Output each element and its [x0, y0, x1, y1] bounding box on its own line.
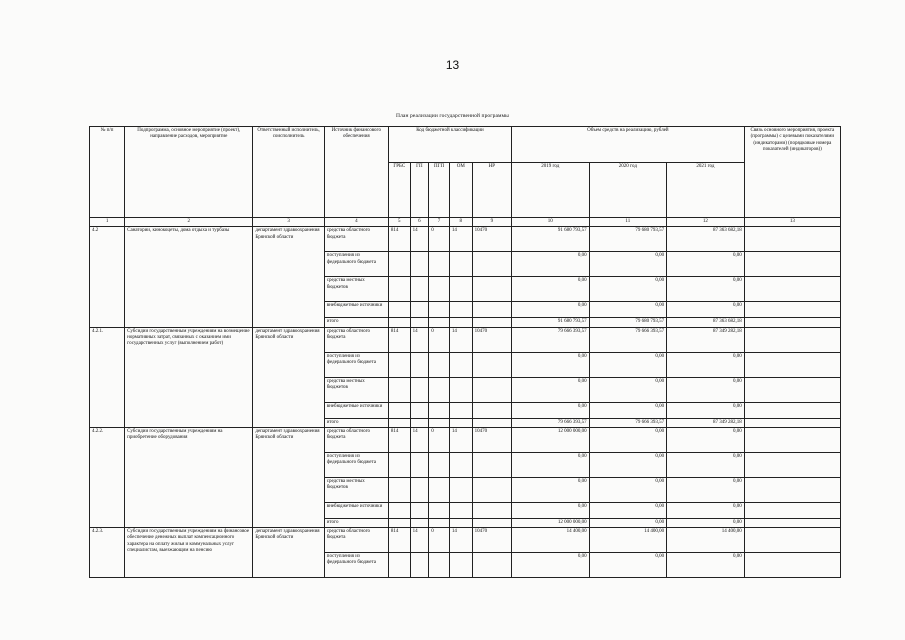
- code-om: 14: [449, 427, 472, 452]
- code-grbs: 814: [388, 427, 410, 452]
- total-code-empty: [449, 518, 472, 527]
- code-om: [449, 402, 472, 418]
- total-code-empty: [410, 318, 429, 327]
- col-header-source: Источник финансового обеспечения: [324, 127, 388, 218]
- amount-2021: 0,00: [667, 377, 745, 402]
- code-grbs: [388, 502, 410, 518]
- code-om: [449, 452, 472, 477]
- amount-2020: 0,00: [589, 377, 667, 402]
- amount-2020: 0,00: [589, 502, 667, 518]
- total-2021: 87 349 282,18: [667, 418, 745, 427]
- code-grbs: 814: [388, 327, 410, 352]
- item-responsible: департамент здравоохранения Брянской области: [253, 227, 324, 327]
- code-pgp: [429, 377, 450, 402]
- amount-2019: 12 000 000,00: [512, 427, 590, 452]
- amount-2021: 14 400,00: [667, 528, 745, 553]
- code-om: [449, 502, 472, 518]
- code-gp: 14: [410, 227, 429, 252]
- amount-2019: 0,00: [512, 302, 590, 318]
- indicator-link: [744, 477, 840, 502]
- amount-2019: 0,00: [512, 252, 590, 277]
- total-code-empty: [410, 518, 429, 527]
- col-number: 13: [744, 218, 840, 227]
- amount-2019: 0,00: [512, 402, 590, 418]
- amount-2021: 87 363 682,18: [667, 227, 745, 252]
- funding-source: поступления из федерального бюджета: [324, 252, 388, 277]
- code-grbs: [388, 277, 410, 302]
- total-code-empty: [388, 318, 410, 327]
- code-grbs: [388, 352, 410, 377]
- code-nr: 10470: [472, 227, 511, 252]
- item-number: 4.2.2.: [90, 427, 125, 527]
- code-gp: [410, 377, 429, 402]
- total-2019: 12 000 000,00: [512, 518, 590, 527]
- column-numbers-row: [90, 218, 841, 227]
- indicator-link: [744, 227, 840, 252]
- code-om: [449, 352, 472, 377]
- funding-source: средства областного бюджета: [324, 227, 388, 252]
- code-nr: [472, 252, 511, 277]
- col-number: 5: [388, 218, 410, 227]
- amount-2020: 0,00: [589, 452, 667, 477]
- amount-2019: 0,00: [512, 553, 590, 578]
- amount-2020: 14 400,00: [589, 528, 667, 553]
- total-code-empty: [429, 318, 450, 327]
- amount-2019: 0,00: [512, 477, 590, 502]
- table-row: [90, 227, 841, 252]
- code-gp: [410, 402, 429, 418]
- amount-2019: 0,00: [512, 352, 590, 377]
- amount-2020: 0,00: [589, 277, 667, 302]
- code-pgp: [429, 452, 450, 477]
- code-om: [449, 252, 472, 277]
- item-number: 4.2: [90, 227, 125, 327]
- code-nr: 10470: [472, 528, 511, 553]
- col-header-nr: НР: [472, 163, 511, 218]
- code-pgp: [429, 277, 450, 302]
- code-pgp: 0: [429, 528, 450, 553]
- col-header-kbk: Код бюджетной классификации: [388, 127, 511, 163]
- amount-2020: 0,00: [589, 302, 667, 318]
- code-gp: 14: [410, 327, 429, 352]
- funding-source: внебюджетные источники: [324, 302, 388, 318]
- code-nr: 10470: [472, 427, 511, 452]
- total-code-empty: [429, 518, 450, 527]
- col-header-pgp: ПГП: [429, 163, 450, 218]
- item-responsible: департамент здравоохранения Брянской области: [253, 427, 324, 527]
- col-header-2019: 2019 год: [512, 163, 590, 218]
- code-nr: [472, 402, 511, 418]
- total-code-empty: [449, 318, 472, 327]
- indicator-link: [744, 352, 840, 377]
- code-pgp: [429, 553, 450, 578]
- code-om: 14: [449, 227, 472, 252]
- funding-source: средства областного бюджета: [324, 528, 388, 553]
- code-gp: [410, 352, 429, 377]
- col-header-volume: Объем средств на реализацию, рублей: [512, 127, 745, 163]
- total-code-empty: [388, 418, 410, 427]
- code-gp: [410, 502, 429, 518]
- code-grbs: [388, 553, 410, 578]
- col-header-name: Подпрограмма, основное мероприятие (проект), направление расходов, мероприятие: [125, 127, 253, 218]
- funding-source: внебюджетные источники: [324, 402, 388, 418]
- code-grbs: [388, 477, 410, 502]
- item-number: 4.2.3.: [90, 528, 125, 578]
- code-pgp: [429, 252, 450, 277]
- table-row: [90, 528, 841, 553]
- amount-2021: 0,00: [667, 477, 745, 502]
- amount-2021: 0,00: [667, 427, 745, 452]
- col-number: 9: [472, 218, 511, 227]
- item-name: Санатории, кинокоцеты, дома отдыха и турбазы: [125, 227, 253, 327]
- code-grbs: [388, 252, 410, 277]
- indicator-link: [744, 377, 840, 402]
- code-pgp: [429, 477, 450, 502]
- table-row: [90, 427, 841, 452]
- col-number: 2: [125, 218, 253, 227]
- funding-source: поступления из федерального бюджета: [324, 452, 388, 477]
- total-2020: 79 680 793,57: [589, 318, 667, 327]
- amount-2020: 0,00: [589, 252, 667, 277]
- code-om: 14: [449, 327, 472, 352]
- col-number: 7: [429, 218, 450, 227]
- amount-2021: 0,00: [667, 502, 745, 518]
- total-code-empty: [429, 418, 450, 427]
- col-header-2021: 2021 год: [667, 163, 745, 218]
- amount-2020: 0,00: [589, 402, 667, 418]
- indicator-link: [744, 418, 840, 427]
- code-om: [449, 377, 472, 402]
- funding-source: поступления из федерального бюджета: [324, 553, 388, 578]
- amount-2019: 0,00: [512, 277, 590, 302]
- col-number: 4: [324, 218, 388, 227]
- amount-2021: 0,00: [667, 452, 745, 477]
- indicator-link: [744, 518, 840, 527]
- funding-source: средства местных бюджетов: [324, 477, 388, 502]
- amount-2019: 91 680 793,57: [512, 227, 590, 252]
- col-number: 3: [253, 218, 324, 227]
- amount-2021: 0,00: [667, 277, 745, 302]
- code-pgp: [429, 402, 450, 418]
- funding-source: средства местных бюджетов: [324, 277, 388, 302]
- code-pgp: [429, 502, 450, 518]
- col-header-2020: 2020 год: [589, 163, 667, 218]
- col-number: 12: [667, 218, 745, 227]
- item-name: Субсидии государственным учреждениям на возмещение нормативных затрат, связанных с оказанием ими государственных услуг (выполнением работ): [125, 327, 253, 427]
- code-nr: [472, 502, 511, 518]
- page-number: 13: [445, 58, 460, 72]
- code-gp: 14: [410, 528, 429, 553]
- amount-2020: 0,00: [589, 352, 667, 377]
- code-gp: [410, 252, 429, 277]
- total-2019: 91 680 793,57: [512, 318, 590, 327]
- table-title: План реализации государственной программы: [396, 113, 509, 119]
- amount-2019: 14 400,00: [512, 528, 590, 553]
- col-number: 1: [90, 218, 125, 227]
- code-gp: [410, 302, 429, 318]
- code-nr: [472, 277, 511, 302]
- indicator-link: [744, 402, 840, 418]
- amount-2021: 0,00: [667, 352, 745, 377]
- code-om: [449, 277, 472, 302]
- code-pgp: 0: [429, 327, 450, 352]
- header-row: [90, 127, 841, 163]
- total-code-empty: [449, 418, 472, 427]
- code-gp: [410, 452, 429, 477]
- col-number: 8: [449, 218, 472, 227]
- item-name: Субсидии государственным учреждениям на приобретение оборудования: [125, 427, 253, 527]
- amount-2019: 0,00: [512, 452, 590, 477]
- item-responsible: департамент здравоохранения Брянской области: [253, 327, 324, 427]
- item-name: Субсидии государственным учреждениям на финансовое обеспечение денежных выплат компенсационного характера на оплату жилья и коммунальных услуг специалистам, выезжающим на пенсию: [125, 528, 253, 578]
- amount-2020: 79 666 393,57: [589, 327, 667, 352]
- col-header-no: № п/п: [90, 127, 125, 218]
- amount-2020: 0,00: [589, 477, 667, 502]
- indicator-link: [744, 553, 840, 578]
- indicator-link: [744, 252, 840, 277]
- code-gp: [410, 553, 429, 578]
- total-2019: 79 666 393,57: [512, 418, 590, 427]
- amount-2021: 87 349 282,18: [667, 327, 745, 352]
- code-nr: [472, 553, 511, 578]
- funding-source: средства местных бюджетов: [324, 377, 388, 402]
- code-grbs: [388, 452, 410, 477]
- total-2021: 0,00: [667, 518, 745, 527]
- code-pgp: [429, 352, 450, 377]
- code-grbs: [388, 302, 410, 318]
- code-nr: 10470: [472, 327, 511, 352]
- funding-source: средства областного бюджета: [324, 427, 388, 452]
- code-pgp: [429, 302, 450, 318]
- code-pgp: 0: [429, 227, 450, 252]
- col-number: 10: [512, 218, 590, 227]
- total-label: итого: [324, 518, 388, 527]
- total-code-empty: [472, 418, 511, 427]
- code-pgp: 0: [429, 427, 450, 452]
- total-code-empty: [472, 518, 511, 527]
- code-nr: [472, 477, 511, 502]
- total-code-empty: [472, 318, 511, 327]
- amount-2020: 79 680 793,57: [589, 227, 667, 252]
- amount-2020: 0,00: [589, 427, 667, 452]
- code-gp: [410, 277, 429, 302]
- code-gp: 14: [410, 427, 429, 452]
- indicator-link: [744, 427, 840, 452]
- amount-2021: 0,00: [667, 553, 745, 578]
- indicator-link: [744, 528, 840, 553]
- amount-2021: 0,00: [667, 402, 745, 418]
- total-2020: 79 666 393,57: [589, 418, 667, 427]
- budget-plan-table: [89, 126, 841, 578]
- col-number: 6: [410, 218, 429, 227]
- funding-source: средства областного бюджета: [324, 327, 388, 352]
- amount-2019: 79 666 393,57: [512, 327, 590, 352]
- code-nr: [472, 377, 511, 402]
- total-code-empty: [410, 418, 429, 427]
- item-number: 4.2.1.: [90, 327, 125, 427]
- code-nr: [472, 452, 511, 477]
- indicator-link: [744, 327, 840, 352]
- code-gp: [410, 477, 429, 502]
- code-nr: [472, 352, 511, 377]
- code-om: [449, 553, 472, 578]
- funding-source: внебюджетные источники: [324, 502, 388, 518]
- col-header-om: ОМ: [449, 163, 472, 218]
- code-grbs: [388, 377, 410, 402]
- col-header-gp: ГП: [410, 163, 429, 218]
- item-responsible: департамент здравоохранения Брянской области: [253, 528, 324, 578]
- amount-2020: 0,00: [589, 553, 667, 578]
- col-number: 11: [589, 218, 667, 227]
- funding-source: поступления из федерального бюджета: [324, 352, 388, 377]
- amount-2021: 0,00: [667, 252, 745, 277]
- code-om: [449, 477, 472, 502]
- indicator-link: [744, 452, 840, 477]
- code-grbs: 814: [388, 227, 410, 252]
- indicator-link: [744, 302, 840, 318]
- table-row: [90, 327, 841, 352]
- indicator-link: [744, 502, 840, 518]
- total-2021: 87 363 682,18: [667, 318, 745, 327]
- amount-2019: 0,00: [512, 377, 590, 402]
- total-label: итого: [324, 418, 388, 427]
- code-om: 14: [449, 528, 472, 553]
- col-header-responsible: Ответственный исполнитель, соисполнитель: [253, 127, 324, 218]
- indicator-link: [744, 318, 840, 327]
- total-code-empty: [388, 518, 410, 527]
- col-header-link: Связь основного мероприятия, проекта (программы) с целевыми показателями (индикаторами) (порядковые номера показателей (индикаторов)): [744, 127, 840, 218]
- indicator-link: [744, 277, 840, 302]
- amount-2019: 0,00: [512, 502, 590, 518]
- code-grbs: [388, 402, 410, 418]
- amount-2021: 0,00: [667, 302, 745, 318]
- total-2020: 0,00: [589, 518, 667, 527]
- total-label: итого: [324, 318, 388, 327]
- code-grbs: 814: [388, 528, 410, 553]
- code-nr: [472, 302, 511, 318]
- col-header-grbs: ГРБС: [388, 163, 410, 218]
- code-om: [449, 302, 472, 318]
